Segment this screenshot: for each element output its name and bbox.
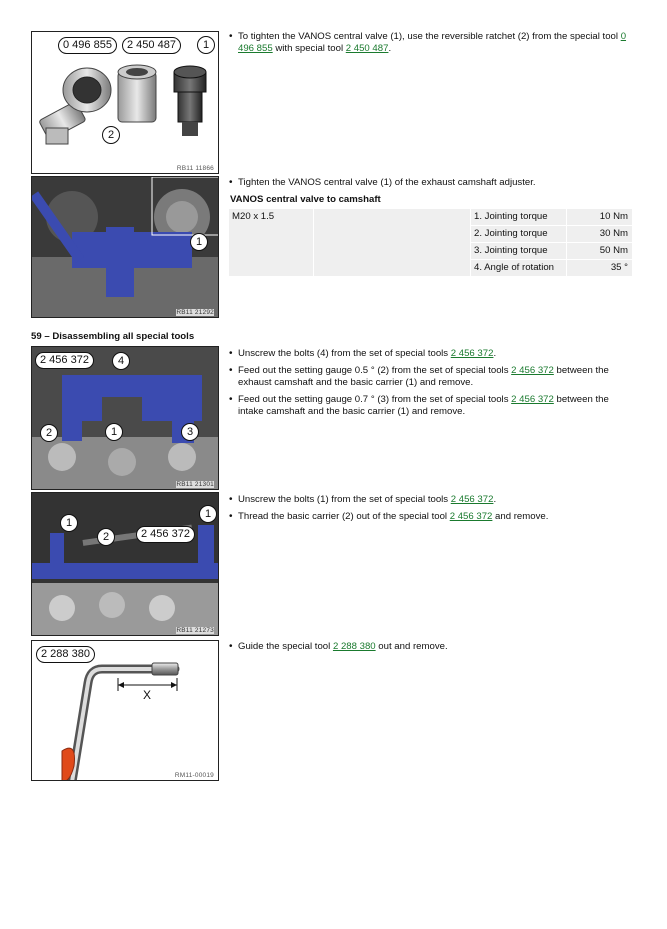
instruction-text: To tighten the VANOS central valve (1), use the reversible ratchet (2) from the special tool <box>238 31 621 42</box>
instruction-text: . <box>493 494 497 505</box>
special-tool-link[interactable]: 2 456 372 <box>511 394 554 405</box>
instruction-bullet <box>229 494 637 506</box>
figure-exhaust-adjuster <box>31 176 219 318</box>
special-tool-link[interactable]: 2 456 372 <box>450 348 494 359</box>
instruction-bullet <box>229 641 637 653</box>
special-tool-link[interactable]: 2 450 487 <box>345 43 389 54</box>
callout-number-4: 4 <box>112 352 130 370</box>
instruction-text: . <box>388 43 392 54</box>
callout-tool-2456372: 2 456 372 <box>35 352 94 369</box>
figure-reference: RB11 11866 <box>176 165 214 172</box>
special-tool-link[interactable]: 2 456 372 <box>450 494 494 505</box>
step-instructions-2 <box>229 177 637 194</box>
callout-number-2: 2 <box>40 424 58 442</box>
figure-bent-tool <box>31 640 219 781</box>
instruction-text: Feed out the setting gauge 0.5 ° (2) from the set of special tools <box>238 365 512 376</box>
section-heading: 59 – Disassembling all special tools <box>31 331 195 342</box>
spec-row-label: 2. Jointing torque <box>471 226 567 243</box>
spec-row-value: 30 Nm <box>567 226 633 243</box>
special-tool-link[interactable]: 2 288 380 <box>332 641 376 652</box>
step-instructions-4 <box>229 494 637 528</box>
callout-number-2: 2 <box>97 528 115 546</box>
instruction-bullet <box>229 177 637 189</box>
instruction-text: and remove. <box>492 511 549 522</box>
spec-row-label: 4. Angle of rotation <box>471 260 567 277</box>
figure-reference: RB11 21292 <box>176 309 214 316</box>
callout-tool-2450487: 2 450 487 <box>122 37 181 54</box>
instruction-text: Tighten the VANOS central valve (1) of the exhaust camshaft adjuster. <box>238 177 536 188</box>
callout-number-1: 1 <box>197 36 215 54</box>
callout-number-1: 1 <box>105 423 123 441</box>
engine-photo-3 <box>32 493 219 636</box>
figure-reference: RM11-00019 <box>174 772 214 779</box>
instruction-text: Guide the special tool <box>238 641 333 652</box>
spec-row-value: 50 Nm <box>567 243 633 260</box>
special-tool-link[interactable]: 2 456 372 <box>511 365 554 376</box>
instruction-text: Unscrew the bolts (4) from the set of special tools <box>238 348 451 359</box>
instruction-text: between the intake camshaft and the basic carrier (1) and remove. <box>238 394 609 417</box>
callout-number-1: 1 <box>190 233 208 251</box>
callout-number-1: 1 <box>60 514 78 532</box>
torque-spec-table <box>228 208 633 277</box>
special-tool-link[interactable]: 2 456 372 <box>449 511 493 522</box>
callout-number-2: 2 <box>102 126 120 144</box>
instruction-bullet <box>229 394 637 418</box>
table-title: VANOS central valve to camshaft <box>230 194 381 205</box>
tools-illustration <box>32 32 219 174</box>
step-instructions-5 <box>229 641 637 658</box>
callout-tool-2288380: 2 288 380 <box>36 646 95 663</box>
callout-number-3: 3 <box>181 423 199 441</box>
spec-row-label: 1. Jointing torque <box>471 209 567 226</box>
instruction-text: out and remove. <box>375 641 448 652</box>
instruction-bullet <box>229 348 637 360</box>
figure-setting-gauges <box>31 346 219 490</box>
callout-tool-2456372: 2 456 372 <box>136 526 195 543</box>
figure-reference: RB11 21301 <box>176 481 214 488</box>
figure-basic-carrier <box>31 492 219 636</box>
special-tool-link[interactable]: 0 496 855 <box>238 31 627 54</box>
instruction-text: Feed out the setting gauge 0.7 ° (3) from the set of special tools <box>238 394 512 405</box>
instruction-text: Thread the basic carrier (2) out of the special tool <box>238 511 450 522</box>
instruction-text: Unscrew the bolts (1) from the set of special tools <box>238 494 451 505</box>
figure-tools <box>31 31 219 174</box>
instruction-bullet <box>229 31 637 55</box>
spec-row-value: 35 ° <box>567 260 633 277</box>
callout-tool-0496855: 0 496 855 <box>58 37 117 54</box>
spec-row-label: 3. Jointing torque <box>471 243 567 260</box>
spec-thread-size: M20 x 1.5 <box>229 209 314 277</box>
step-instructions-1 <box>229 31 637 60</box>
instruction-bullet <box>229 511 637 523</box>
instruction-text: . <box>493 348 497 359</box>
figure-reference: RB11 21273 <box>176 627 214 634</box>
step-instructions-3 <box>229 348 637 423</box>
instruction-bullet <box>229 365 637 389</box>
dimension-label: X <box>143 688 152 702</box>
instruction-text: with special tool <box>272 43 346 54</box>
spec-empty-cell <box>314 209 471 277</box>
callout-number-1: 1 <box>199 505 217 523</box>
instruction-text: between the exhaust camshaft and the basic carrier (1) and remove. <box>238 365 609 388</box>
spec-row-value: 10 Nm <box>567 209 633 226</box>
